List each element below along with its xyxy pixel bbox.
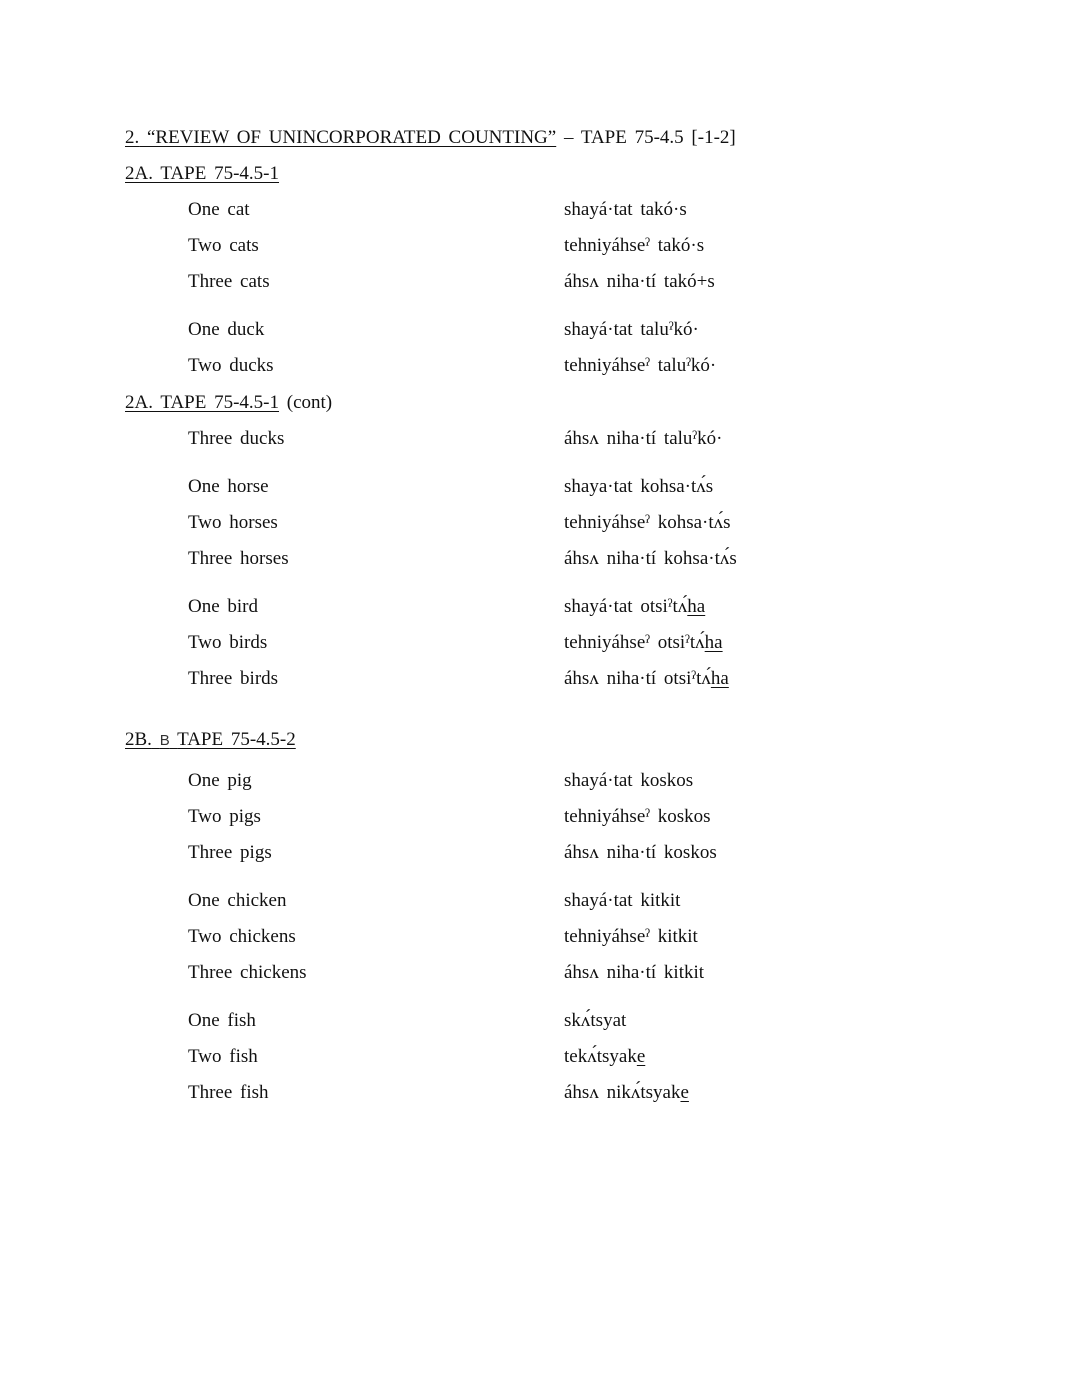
english-two-cats: Two cats (188, 235, 259, 256)
title-tape-ref: – TAPE 75-4.5 [-1-2] (556, 127, 736, 148)
native-underlined: e (636, 1046, 646, 1067)
native-one-chicken: shayá·tat kitkit (564, 890, 681, 911)
document-title (125, 127, 736, 149)
native-three-ducks: áhsʌ niha·tí taluˀkó· (564, 428, 723, 449)
native-one-bird (564, 596, 705, 618)
title-name: “REVIEW OF UNINCORPORATED COUNTING” (147, 127, 557, 148)
english-two-chickens: Two chickens (188, 926, 296, 947)
native-two-cats: tehniyáhseˀ takó·s (564, 235, 705, 256)
english-one-horse: One horse (188, 476, 269, 497)
section-heading-2b (125, 729, 296, 752)
native-one-cat: shayá·tat takó·s (564, 199, 687, 220)
english-one-fish: One fish (188, 1010, 256, 1031)
native-one-fish: skʌ́tsyat (564, 1010, 627, 1031)
native-underlined: ha (687, 596, 706, 617)
native-text: shayá·tat otsiˀtʌ́ (564, 596, 688, 617)
section-heading-suffix: (cont) (279, 392, 333, 413)
native-two-horses: tehniyáhseˀ kohsa·tʌ́s (564, 512, 731, 533)
section-heading-2a (125, 163, 279, 185)
native-text: tehniyáhseˀ otsiˀtʌ́ (564, 632, 705, 653)
english-two-horses: Two horses (188, 512, 278, 533)
native-two-chickens: tehniyáhseˀ kitkit (564, 926, 698, 947)
english-one-bird: One bird (188, 596, 259, 617)
section-heading-text: TAPE 75-4.5-2 (177, 729, 296, 750)
native-three-cats: áhsʌ niha·tí takó+s (564, 271, 715, 292)
native-underlined: ha (710, 668, 729, 689)
english-one-duck: One duck (188, 319, 265, 340)
english-three-horses: Three horses (188, 548, 289, 569)
english-three-fish: Three fish (188, 1082, 269, 1103)
native-underlined: ha (704, 632, 723, 653)
english-two-pigs: Two pigs (188, 806, 261, 827)
english-three-chickens: Three chickens (188, 962, 307, 983)
native-two-pigs: tehniyáhseˀ koskos (564, 806, 711, 827)
english-three-birds: Three birds (188, 668, 279, 689)
native-two-birds (564, 632, 723, 654)
english-three-cats: Three cats (188, 271, 270, 292)
native-text: áhsʌ niha·tí otsiˀtʌ́ (564, 668, 711, 689)
english-two-birds: Two birds (188, 632, 268, 653)
title-number: 2. (125, 127, 140, 148)
title-underlined (125, 127, 556, 148)
native-text: tekʌ́tsyak (564, 1046, 637, 1067)
native-three-horses: áhsʌ niha·tí kohsa·tʌ́s (564, 548, 737, 569)
native-two-ducks: tehniyáhseˀ taluˀkó· (564, 355, 717, 376)
english-one-cat: One cat (188, 199, 250, 220)
english-one-chicken: One chicken (188, 890, 287, 911)
section-heading-2a-cont (125, 392, 332, 414)
section-heading-letter: B (159, 732, 170, 749)
english-three-ducks: Three ducks (188, 428, 285, 449)
native-three-chickens: áhsʌ niha·tí kitkit (564, 962, 705, 983)
native-three-birds (564, 668, 729, 690)
english-three-pigs: Three pigs (188, 842, 272, 863)
native-three-pigs: áhsʌ niha·tí koskos (564, 842, 717, 863)
section-heading-number: 2B. (125, 729, 152, 750)
native-three-fish (564, 1082, 689, 1104)
native-two-fish (564, 1046, 645, 1068)
section-heading-underlined (125, 729, 296, 750)
native-one-pig: shayá·tat koskos (564, 770, 694, 791)
section-heading-text: 2A. TAPE 75-4.5-1 (125, 392, 280, 413)
native-one-horse: shaya·tat kohsa·tʌ́s (564, 476, 714, 497)
english-two-ducks: Two ducks (188, 355, 274, 376)
english-one-pig: One pig (188, 770, 252, 791)
section-heading-text: 2A. TAPE 75-4.5-1 (125, 163, 280, 184)
native-text: áhsʌ nikʌ́tsyak (564, 1082, 681, 1103)
native-underlined: e (680, 1082, 689, 1103)
english-two-fish: Two fish (188, 1046, 258, 1067)
native-one-duck: shayá·tat taluˀkó· (564, 319, 699, 340)
